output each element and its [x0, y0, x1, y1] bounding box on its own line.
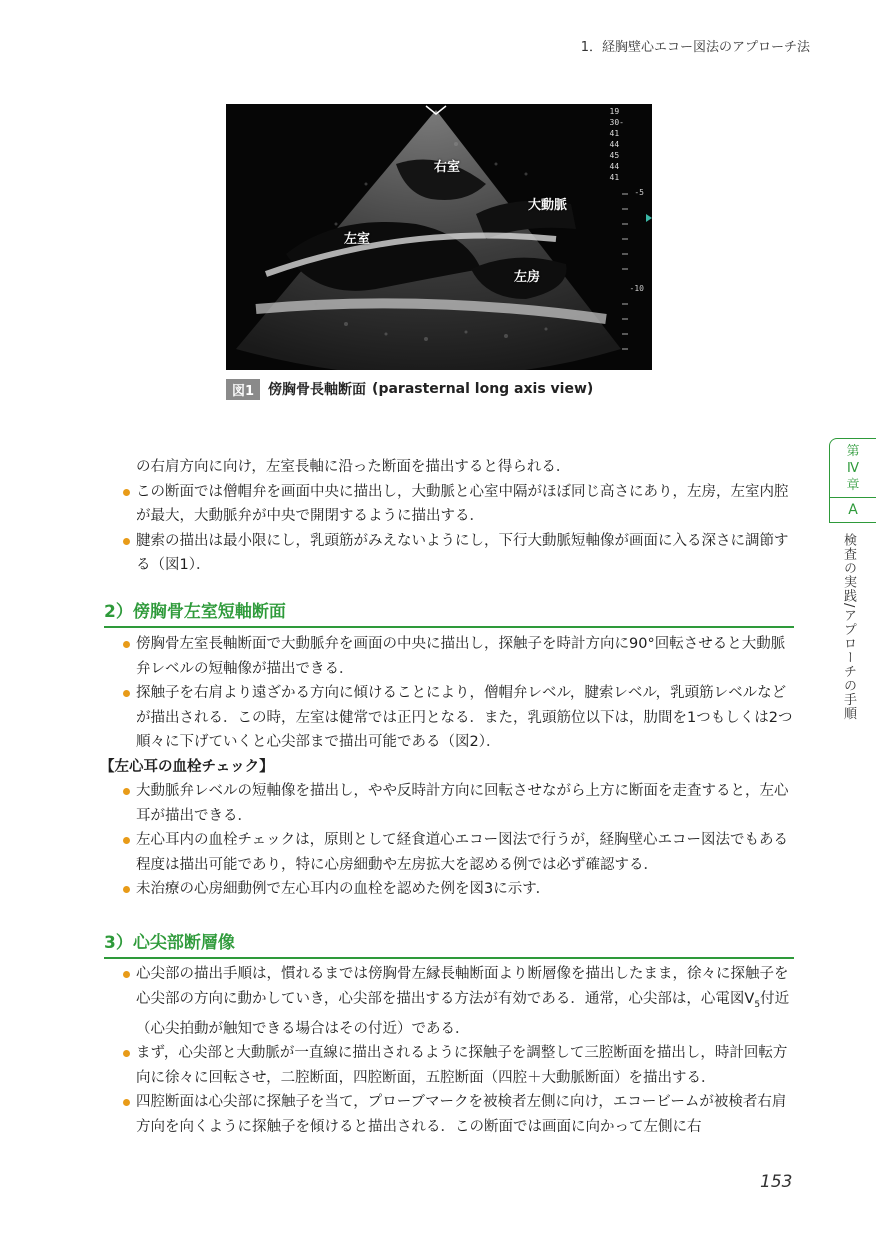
figure-caption-subtitle: (parasternal long axis view)	[372, 381, 594, 397]
running-header: 1．経胸壁心エコー図法のアプローチ法	[580, 40, 810, 55]
label-left-atrium: 左房	[514, 270, 541, 285]
depth-mark-10: -10	[629, 284, 644, 293]
section-3-heading: 3）心尖部断層像	[104, 928, 794, 959]
section-3-bullet-1	[118, 962, 794, 1041]
intro-continuation: の右肩方向に向け，左室長軸に沿った断面を描出すると得られる．	[136, 459, 571, 475]
section-3-bullet-1-text-b: 付近（心尖拍動が触知できる場合はその付近）である．	[136, 990, 790, 1037]
section-2-bullet-3: 大動脈弁レベルの短軸像を描出し，やや反時計方向に回転させながら上方に断面を走査すると，左心耳が描出できる．	[118, 779, 794, 828]
intro-block	[118, 455, 794, 578]
intro-bullet-2: 腱索の描出は最小限にし，乳頭筋がみえないようにし，下行大動脈短軸像が画面に入る深さに調節する（図1）．	[118, 529, 794, 578]
ultrasound-image	[226, 104, 652, 370]
section-2-bullet-4: 左心耳内の血栓チェックは，原則として経食道心エコー図法で行うが，経胸壁心エコー図法でもある程度は描出可能であり，特に心房細動や左房拡大を認める例では必ず確認する．	[118, 828, 794, 877]
label-aorta: 大動脈	[528, 198, 568, 213]
chapter-label	[829, 438, 876, 498]
chapter-number: Ⅳ	[847, 460, 859, 476]
intro-bullet-1: この断面では僧帽弁を画面中央に描出し，大動脈と心室中隔がほぼ同じ高さにあり，左房，左室内腔が最大，大動脈弁が中央で開閉するように描出する．	[118, 480, 794, 529]
depth-scale-text: 19 30- 41 44 45 44 41	[609, 107, 624, 182]
section-3-bullet-1-text-a: 心尖部の描出手順は，慣れるまでは傍胸骨左縁長軸断面より断層像を描出したまま，徐々に探触子を心尖部の方向に動かしていき，心尖部を描出する方法が有効である．通常，心尖部は，心電図V	[136, 966, 789, 1007]
figure-caption	[226, 378, 593, 400]
chapter-vertical-title: 検査の実践/アプローチの手順	[841, 533, 856, 721]
section-3-bullet-1-subscript: 5	[754, 999, 761, 1010]
label-right-ventricle: 右室	[434, 160, 461, 175]
figure-number-badge: 図1	[226, 379, 260, 400]
section-3-bullet-3: 四腔断面は心尖部に探触子を当て，プローブマークを被検者左側に向け，エコービームが被検者右肩方向を向くように探触子を傾けると描出される．この断面では画面に向かって左側に右	[118, 1090, 794, 1139]
section-3-bullet-2: まず，心尖部と大動脈が一直線に描出されるように探触子を調整して三腔断面を描出し，時計回転方向に徐々に回転させ，二腔断面，四腔断面，五腔断面（四腔＋大動脈断面）を描出する．	[118, 1041, 794, 1090]
section-2-bullet-5: 未治療の心房細動例で左心耳内の血栓を認めた例を図3に示す．	[118, 877, 794, 902]
echo-sector-graphic	[226, 104, 652, 370]
thrombus-check-heading: 【左心耳の血栓チェック】	[100, 758, 274, 775]
section-2-bullet-2: 探触子を右肩より遠ざかる方向に傾けることにより，僧帽弁レベル，腱索レベル，乳頭筋レベルなどが描出される．この時，左室は健常では正円となる．また，乳頭筋位以下は，肋間を1つもしくは2つ順々に下げていくと心尖部まで描出可能である（図2）．	[118, 681, 794, 755]
figure-caption-title: 傍胸骨長軸断面	[268, 382, 367, 398]
section-3-body	[118, 962, 794, 1139]
chapter-prefix: 第	[846, 443, 860, 459]
section-letter: A	[829, 498, 876, 523]
depth-mark-5: -5	[634, 188, 644, 197]
label-left-ventricle: 左室	[344, 232, 371, 247]
chapter-suffix: 章	[846, 477, 860, 493]
chapter-side-tab	[829, 438, 876, 720]
page-number: 153	[760, 1172, 793, 1192]
section-2-bullet-1: 傍胸骨左室長軸断面で大動脈弁を画面の中央に描出し，探触子を時計方向に90°回転させると大動脈弁レベルの短軸像が描出できる．	[118, 632, 794, 681]
section-2-body	[100, 632, 794, 902]
section-2-heading: 2）傍胸骨左室短軸断面	[104, 597, 794, 628]
